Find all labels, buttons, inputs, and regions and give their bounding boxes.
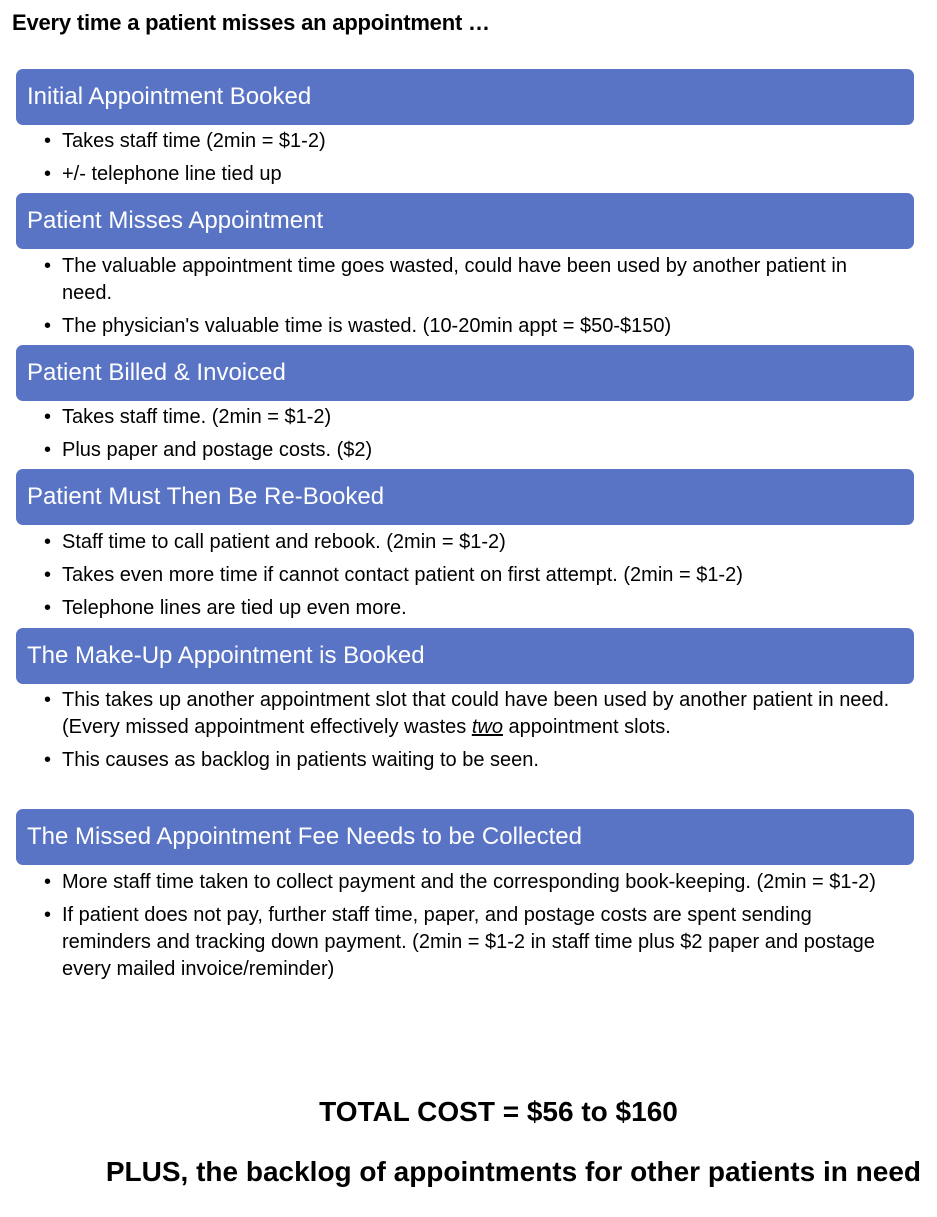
list-item: • Takes staff time (2min = $1-2)	[44, 128, 894, 155]
section-header-billed-invoiced: Patient Billed & Invoiced	[16, 345, 914, 401]
list-item: • Plus paper and postage costs. ($2)	[44, 437, 894, 464]
section-header-rebooked: Patient Must Then Be Re-Booked	[16, 469, 914, 525]
list-item-text: appointment slots.	[502, 716, 671, 738]
emphasis-text: two	[471, 716, 503, 738]
total-cost: TOTAL COST = $56 to $160	[319, 1096, 678, 1127]
list-item: • Takes even more time if cannot contact patient on first attempt. (2min = $1-2)	[44, 562, 894, 589]
section-list-makeup-appointment	[44, 687, 894, 780]
list-item: • The physician's valuable time is wasted. (10-20min appt = $50-$150)	[44, 313, 894, 340]
section-header-makeup-appointment: The Make-Up Appointment is Booked	[16, 628, 914, 684]
section-list-initial-appointment	[44, 128, 894, 194]
section-list-rebooked	[44, 529, 894, 628]
section-header-fee-collection: The Missed Appointment Fee Needs to be Collected	[16, 809, 914, 865]
list-item: • The valuable appointment time goes wasted, could have been used by another patient in need.	[44, 253, 894, 307]
list-item: • Takes staff time. (2min = $1-2)	[44, 404, 894, 431]
section-list-patient-misses	[44, 253, 894, 346]
list-item: • Staff time to call patient and rebook. (2min = $1-2)	[44, 529, 894, 556]
page-title: Every time a patient misses an appointment …	[12, 10, 490, 35]
list-item: • +/- telephone line tied up	[44, 161, 894, 188]
list-item: • More staff time taken to collect payment and the corresponding book-keeping. (2min = $1-2)	[44, 869, 894, 896]
list-item	[44, 687, 894, 741]
section-list-billed-invoiced	[44, 404, 894, 470]
list-item: • If patient does not pay, further staff time, paper, and postage costs are spent sending reminders and tracking down payment. (2min = $1-2 in staff time plus $2 paper and postage every mailed invoice/reminder)	[44, 902, 894, 983]
section-list-fee-collection	[44, 869, 894, 989]
list-item-text: This takes up another appointment slot that could have been used by another patient in need. (Every missed appointment effectively wastes	[62, 689, 890, 738]
list-item: • Telephone lines are tied up even more.	[44, 595, 894, 622]
backlog-note: PLUS, the backlog of appointments for other patients in need	[105, 1156, 921, 1187]
list-item: • This causes as backlog in patients waiting to be seen.	[44, 747, 894, 774]
section-header-initial-appointment: Initial Appointment Booked	[16, 69, 914, 125]
section-header-patient-misses: Patient Misses Appointment	[16, 193, 914, 249]
